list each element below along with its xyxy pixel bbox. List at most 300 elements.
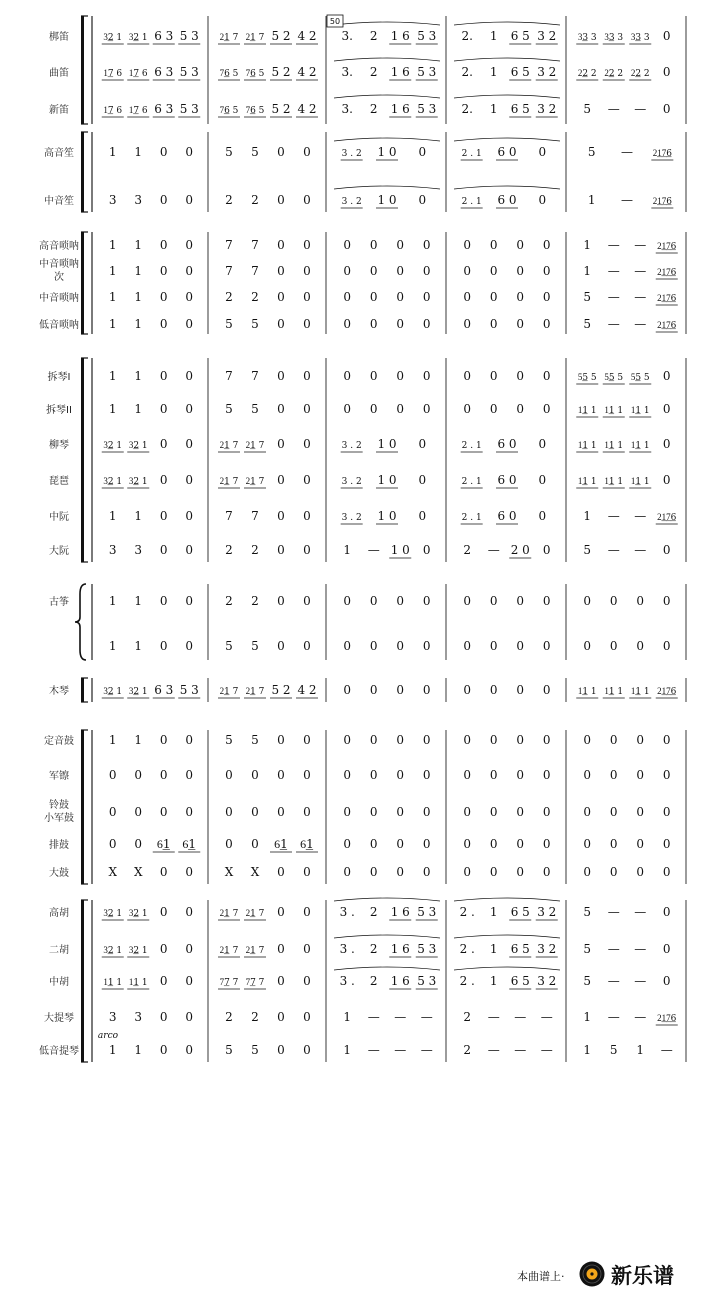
note-beat: 0 bbox=[185, 865, 194, 879]
note-beat: 5 bbox=[225, 639, 233, 653]
sustain-dash: — bbox=[660, 1043, 673, 1057]
note-beat: 3 bbox=[108, 193, 117, 207]
note-beat: 4 2 bbox=[297, 29, 317, 43]
note-beat: 0 bbox=[303, 865, 311, 879]
slur bbox=[334, 935, 440, 938]
footer-brand[interactable]: 新乐谱 bbox=[611, 1264, 674, 1288]
note-beat: 0 bbox=[662, 768, 671, 782]
note-beat: 3͟2 1 bbox=[128, 909, 148, 919]
note-beat: 0 bbox=[225, 805, 233, 819]
sustain-dash: — bbox=[607, 974, 620, 988]
note-beat: 1͟1 1 bbox=[604, 687, 624, 697]
note-beat: 1 bbox=[108, 317, 117, 331]
note-beat: 0 bbox=[185, 974, 194, 988]
note-beat: 0 bbox=[463, 805, 472, 819]
note-beat: X bbox=[108, 865, 118, 879]
note-beat: 0 bbox=[159, 437, 168, 451]
note-beat: 0 bbox=[489, 733, 498, 747]
note-beat: 0 bbox=[277, 768, 285, 782]
sustain-dash: — bbox=[634, 543, 647, 557]
note-beat: 0 bbox=[343, 238, 352, 252]
sustain-dash: — bbox=[420, 1043, 433, 1057]
note-beat: 0 bbox=[396, 369, 405, 383]
note-beat: 0 bbox=[489, 402, 498, 416]
note-beat: 0 bbox=[303, 1043, 311, 1057]
note-beat: 0 bbox=[343, 317, 352, 331]
note-beat: 0 bbox=[463, 238, 472, 252]
note-beat: 1 bbox=[108, 639, 117, 653]
note-beat: 0 bbox=[422, 543, 431, 557]
note-beat: 0 bbox=[396, 594, 405, 608]
note-beat: 6͟1 bbox=[274, 837, 288, 851]
note-beat: 0 bbox=[609, 805, 618, 819]
sustain-dash: — bbox=[634, 509, 647, 523]
vinyl-record-icon[interactable] bbox=[579, 1261, 605, 1287]
note-beat: 2 . 1 bbox=[461, 513, 482, 523]
sustain-dash: — bbox=[607, 317, 620, 331]
note-beat: 0 bbox=[662, 974, 671, 988]
note-beat: 0 bbox=[609, 639, 618, 653]
note-beat: 0 bbox=[422, 639, 431, 653]
note-beat: 2 bbox=[463, 1010, 472, 1024]
note-beat: 5 3 bbox=[417, 102, 437, 116]
note-beat: 3͟2 1 bbox=[103, 909, 123, 919]
instrument-label: 军镲 bbox=[49, 771, 69, 782]
note-beat: 5 bbox=[225, 145, 233, 159]
note-beat: 0 bbox=[277, 1010, 285, 1024]
note-beat: 5 bbox=[587, 145, 596, 159]
note-beat: 5 bbox=[225, 733, 233, 747]
instrument-row bbox=[46, 402, 671, 417]
instrument-label: 定音鼓 bbox=[44, 736, 74, 747]
note-beat: 0 bbox=[185, 543, 194, 557]
note-beat: 2 bbox=[225, 193, 233, 207]
note-beat: 1 0 bbox=[377, 437, 397, 451]
note-beat: 1͟1 1 bbox=[577, 477, 597, 487]
note-beat: 2 0 bbox=[510, 543, 530, 557]
note-beat: 1 6 bbox=[390, 905, 410, 919]
note-beat: 0 bbox=[303, 264, 311, 278]
note-beat: 7 bbox=[251, 264, 259, 278]
instrument-group-sheng bbox=[44, 132, 686, 212]
note-beat: 0 bbox=[277, 437, 285, 451]
note-beat: 0 bbox=[422, 290, 431, 304]
sustain-dash: — bbox=[540, 1043, 553, 1057]
note-beat: 3 bbox=[108, 1010, 117, 1024]
note-beat: 0 bbox=[185, 264, 194, 278]
note-beat: 6͟1 bbox=[156, 837, 171, 851]
note-beat: 0 bbox=[303, 317, 311, 331]
instrument-label: 低音提琴 bbox=[39, 1046, 79, 1057]
note-beat: 2͟1͟7͟6 bbox=[657, 268, 677, 278]
note-beat: 5 bbox=[583, 942, 592, 956]
note-beat: 5 bbox=[251, 145, 259, 159]
slur bbox=[454, 138, 560, 141]
note-beat: 0 bbox=[489, 594, 498, 608]
note-beat: 0 bbox=[343, 683, 352, 697]
note-beat: 0 bbox=[542, 768, 551, 782]
note-beat: 0 bbox=[583, 639, 592, 653]
note-beat: 2 bbox=[225, 1010, 233, 1024]
note-beat: 0 bbox=[396, 639, 405, 653]
note-beat: 6 5 bbox=[510, 942, 530, 956]
sustain-dash: — bbox=[634, 1010, 647, 1024]
note-beat: 3 . 2 bbox=[341, 149, 362, 159]
note-beat: 2 bbox=[369, 905, 378, 919]
note-beat: 1͟1 1 bbox=[630, 406, 650, 416]
note-beat: 2 . 1 bbox=[461, 477, 482, 487]
note-beat: 5 3 bbox=[179, 65, 199, 79]
note-beat: 2. bbox=[461, 65, 473, 79]
note-beat: 1 bbox=[489, 974, 498, 988]
note-beat: 1͟1 1 bbox=[604, 477, 624, 487]
note-beat: 0 bbox=[369, 805, 378, 819]
note-beat: 2 bbox=[251, 290, 259, 304]
note-beat: 0 bbox=[422, 238, 431, 252]
note-beat: 1͟1 1 bbox=[630, 441, 650, 451]
note-beat: 0 bbox=[542, 238, 551, 252]
note-beat: 0 bbox=[516, 837, 525, 851]
note-beat: 0 bbox=[185, 317, 194, 331]
arco-marking: arco bbox=[97, 1031, 119, 1041]
note-beat: 0 bbox=[662, 942, 671, 956]
sustain-dash: — bbox=[394, 1043, 407, 1057]
note-beat: 0 bbox=[185, 733, 194, 747]
note-beat: 0 bbox=[277, 805, 285, 819]
note-beat: 0 bbox=[489, 264, 498, 278]
note-beat: 3 2 bbox=[537, 29, 557, 43]
note-beat: 0 bbox=[303, 473, 311, 487]
note-beat: 3͟3 3 bbox=[577, 33, 597, 43]
note-beat: 5 bbox=[583, 974, 592, 988]
instrument-row bbox=[49, 967, 671, 989]
note-beat: 0 bbox=[369, 837, 378, 851]
note-beat: 0 bbox=[396, 805, 405, 819]
note-beat: 2͟1 7 bbox=[219, 946, 239, 956]
sustain-dash: — bbox=[607, 102, 620, 116]
note-beat: 0 bbox=[108, 805, 117, 819]
note-beat: 0 bbox=[159, 543, 168, 557]
instrument-row bbox=[39, 1043, 673, 1057]
note-beat: 0 bbox=[542, 369, 551, 383]
note-beat: 0 bbox=[185, 639, 194, 653]
note-beat: 2͟1͟7͟6 bbox=[657, 1014, 677, 1024]
note-beat: 2 . bbox=[459, 942, 475, 956]
note-beat: 7 bbox=[225, 509, 233, 523]
note-beat: 1 bbox=[489, 29, 498, 43]
note-beat: 0 bbox=[303, 594, 311, 608]
note-beat: 2͟1 7 bbox=[219, 687, 239, 697]
note-beat: 0 bbox=[463, 639, 472, 653]
note-beat: 0 bbox=[396, 733, 405, 747]
note-beat: 0 bbox=[343, 264, 352, 278]
sustain-dash: — bbox=[487, 1043, 500, 1057]
note-beat: 1 bbox=[489, 102, 498, 116]
instrument-row bbox=[49, 898, 671, 920]
note-beat: 2͟1͟7͟6 bbox=[657, 513, 677, 523]
note-beat: 0 bbox=[463, 369, 472, 383]
instrument-row bbox=[49, 22, 671, 44]
note-beat: 0 bbox=[159, 905, 168, 919]
instrument-group-muqin bbox=[49, 678, 686, 702]
note-beat: 0 bbox=[134, 768, 143, 782]
note-beat: 0 bbox=[159, 974, 168, 988]
note-beat: 1͟1 1 bbox=[630, 477, 650, 487]
note-beat: 0 bbox=[542, 264, 551, 278]
note-beat: 0 bbox=[636, 805, 645, 819]
instrument-label-line2: 小军鼓 bbox=[44, 813, 74, 824]
group-bracket bbox=[81, 232, 84, 334]
instrument-group-percussion bbox=[44, 730, 686, 884]
slur bbox=[454, 898, 560, 901]
instrument-label: 新笛 bbox=[49, 105, 69, 116]
note-beat: 0 bbox=[277, 290, 285, 304]
note-beat: 0 bbox=[489, 683, 498, 697]
sustain-dash: — bbox=[540, 1010, 553, 1024]
note-beat: 0 bbox=[303, 974, 311, 988]
note-beat: 0 bbox=[134, 805, 143, 819]
note-beat: 0 bbox=[277, 238, 285, 252]
instrument-label: 曲笛 bbox=[49, 68, 69, 79]
note-beat: 0 bbox=[583, 837, 592, 851]
note-beat: 0 bbox=[225, 837, 233, 851]
note-beat: 0 bbox=[662, 543, 671, 557]
note-beat: 0 bbox=[277, 473, 285, 487]
note-beat: 1 bbox=[489, 942, 498, 956]
note-beat: 0 bbox=[159, 805, 168, 819]
sustain-dash: — bbox=[487, 543, 500, 557]
note-beat: 5 2 bbox=[271, 65, 291, 79]
note-beat: 3 2 bbox=[537, 102, 557, 116]
note-beat: 0 bbox=[277, 317, 285, 331]
note-beat: 0 bbox=[277, 733, 285, 747]
note-beat: X bbox=[224, 865, 234, 879]
note-beat: 0 bbox=[343, 768, 352, 782]
instrument-group-suona bbox=[39, 232, 686, 334]
note-beat: 0 bbox=[463, 594, 472, 608]
note-beat: 0 bbox=[108, 837, 117, 851]
note-beat: 6 5 bbox=[510, 65, 530, 79]
note-beat: 0 bbox=[277, 865, 285, 879]
note-beat: 0 bbox=[463, 837, 472, 851]
instrument-label: 大阮 bbox=[49, 546, 69, 557]
note-beat: 1 bbox=[134, 509, 143, 523]
note-beat: 6 0 bbox=[497, 509, 517, 523]
instrument-label: 拆琴I bbox=[47, 372, 71, 383]
note-beat: 1 bbox=[108, 145, 117, 159]
note-beat: 0 bbox=[303, 290, 311, 304]
note-beat: 1 0 bbox=[377, 473, 397, 487]
note-beat: 2͟1͟7͟6 bbox=[657, 294, 677, 304]
note-beat: 7͟6 5 bbox=[219, 106, 239, 116]
note-beat: 0 bbox=[489, 768, 498, 782]
instrument-label: 排鼓 bbox=[49, 840, 69, 851]
note-beat: 0 bbox=[662, 102, 671, 116]
note-beat: 2͟1͟7͟6 bbox=[652, 197, 672, 207]
note-beat: 1 bbox=[134, 402, 143, 416]
note-beat: 1 bbox=[134, 290, 143, 304]
note-beat: 0 bbox=[343, 594, 352, 608]
note-beat: 0 bbox=[369, 290, 378, 304]
sustain-dash: — bbox=[607, 264, 620, 278]
note-beat: 1 6 bbox=[390, 942, 410, 956]
instrument-row bbox=[49, 95, 671, 117]
note-beat: 0 bbox=[303, 145, 311, 159]
note-beat: 5 bbox=[225, 402, 233, 416]
note-beat: 2 bbox=[369, 29, 378, 43]
note-beat: 0 bbox=[516, 264, 525, 278]
note-beat: 0 bbox=[369, 733, 378, 747]
note-beat: 2͟2 2 bbox=[604, 69, 624, 79]
note-beat: 3 . bbox=[339, 974, 355, 988]
note-beat: 5͟5 5 bbox=[604, 373, 624, 383]
note-beat: 6 0 bbox=[497, 473, 517, 487]
rehearsal-mark bbox=[327, 15, 343, 27]
note-beat: 0 bbox=[369, 683, 378, 697]
note-beat: 0 bbox=[277, 942, 285, 956]
note-beat: 1 0 bbox=[377, 193, 397, 207]
note-beat: 1 bbox=[134, 264, 143, 278]
note-beat: 3 2 bbox=[537, 974, 557, 988]
note-beat: 2͟1 7 bbox=[219, 441, 239, 451]
note-beat: 6 3 bbox=[154, 683, 174, 697]
note-beat: 5 bbox=[251, 317, 259, 331]
note-beat: 1 bbox=[489, 65, 498, 79]
note-beat: 6 5 bbox=[510, 974, 530, 988]
note-beat: 0 bbox=[662, 865, 671, 879]
note-beat: 0 bbox=[463, 768, 472, 782]
note-beat: 0 bbox=[489, 865, 498, 879]
group-bracket bbox=[81, 678, 84, 702]
note-beat: 2͟1 7 bbox=[245, 441, 265, 451]
note-beat: 5 bbox=[583, 905, 592, 919]
note-beat: 0 bbox=[662, 805, 671, 819]
note-beat: 0 bbox=[159, 238, 168, 252]
note-beat: 5 3 bbox=[417, 29, 437, 43]
note-beat: 7͟7 7 bbox=[219, 978, 239, 988]
note-beat: 7 bbox=[225, 369, 233, 383]
instrument-group-winds bbox=[49, 16, 686, 124]
sustain-dash: — bbox=[634, 102, 647, 116]
note-beat: 1 0 bbox=[377, 145, 397, 159]
note-beat: 0 bbox=[516, 317, 525, 331]
group-bracket bbox=[81, 900, 84, 1062]
note-beat: 0 bbox=[185, 1010, 194, 1024]
note-beat: 0 bbox=[463, 865, 472, 879]
instrument-label: 木琴 bbox=[49, 686, 69, 697]
note-beat: 0 bbox=[396, 402, 405, 416]
note-beat: 1 bbox=[108, 509, 117, 523]
note-beat: 0 bbox=[542, 543, 551, 557]
note-beat: 1 6 bbox=[390, 974, 410, 988]
note-beat: 0 bbox=[159, 1043, 168, 1057]
sustain-dash: — bbox=[634, 317, 647, 331]
note-beat: 0 bbox=[422, 264, 431, 278]
note-beat: 0 bbox=[662, 369, 671, 383]
instrument-row bbox=[109, 639, 671, 653]
sustain-dash: — bbox=[607, 290, 620, 304]
note-beat: 0 bbox=[277, 594, 285, 608]
instrument-label: 梆笛 bbox=[49, 32, 69, 43]
note-beat: 7͟6 5 bbox=[245, 69, 265, 79]
instrument-row bbox=[49, 837, 671, 852]
note-beat: 0 bbox=[489, 805, 498, 819]
note-beat: 0 bbox=[277, 145, 285, 159]
note-beat: 0 bbox=[538, 437, 547, 451]
slur bbox=[334, 186, 440, 189]
note-beat: 0 bbox=[185, 473, 194, 487]
note-beat: 1͟7 6 bbox=[128, 69, 148, 79]
note-beat: 1 6 bbox=[390, 102, 410, 116]
note-beat: 0 bbox=[542, 290, 551, 304]
note-beat: 0 bbox=[134, 837, 143, 851]
note-beat: 0 bbox=[516, 594, 525, 608]
note-beat: 0 bbox=[185, 193, 194, 207]
note-beat: 1 bbox=[134, 594, 143, 608]
note-beat: 0 bbox=[303, 905, 311, 919]
note-beat: 1 6 bbox=[390, 65, 410, 79]
note-beat: 4 2 bbox=[297, 683, 317, 697]
note-beat: 0 bbox=[303, 543, 311, 557]
note-beat: 0 bbox=[343, 837, 352, 851]
instrument-row bbox=[49, 683, 678, 698]
note-beat: 0 bbox=[662, 733, 671, 747]
sustain-dash: — bbox=[367, 1010, 380, 1024]
sustain-dash: — bbox=[634, 905, 647, 919]
note-beat: 2 bbox=[369, 974, 378, 988]
note-beat: 0 bbox=[418, 473, 427, 487]
note-beat: 1͟1 1 bbox=[577, 687, 597, 697]
note-beat: 0 bbox=[636, 768, 645, 782]
note-beat: 0 bbox=[396, 317, 405, 331]
note-beat: 3͟2 1 bbox=[128, 477, 148, 487]
note-beat: 0 bbox=[343, 805, 352, 819]
note-beat: 0 bbox=[636, 639, 645, 653]
note-beat: 0 bbox=[251, 805, 259, 819]
note-beat: 0 bbox=[277, 264, 285, 278]
note-beat: 1 bbox=[583, 509, 592, 523]
note-beat: 5͟5 5 bbox=[630, 373, 650, 383]
note-beat: 0 bbox=[303, 942, 311, 956]
note-beat: 2 bbox=[225, 290, 233, 304]
note-beat: 0 bbox=[489, 369, 498, 383]
note-beat: 5 bbox=[251, 733, 259, 747]
note-beat: 3 . 2 bbox=[341, 441, 362, 451]
note-beat: 5 bbox=[583, 290, 592, 304]
note-beat: 0 bbox=[159, 290, 168, 304]
note-beat: 0 bbox=[277, 905, 285, 919]
slur bbox=[454, 22, 560, 25]
note-beat: 1 bbox=[583, 1010, 592, 1024]
note-beat: 2 bbox=[225, 594, 233, 608]
note-beat: 2 . 1 bbox=[461, 149, 482, 159]
sustain-dash: — bbox=[634, 942, 647, 956]
note-beat: 2 bbox=[251, 594, 259, 608]
note-beat: 0 bbox=[542, 865, 551, 879]
note-beat: 0 bbox=[463, 683, 472, 697]
note-beat: 0 bbox=[516, 805, 525, 819]
note-beat: 0 bbox=[583, 594, 592, 608]
note-beat: 0 bbox=[159, 1010, 168, 1024]
note-beat: 2͟1 7 bbox=[245, 33, 265, 43]
note-beat: 0 bbox=[185, 805, 194, 819]
note-beat: 0 bbox=[422, 865, 431, 879]
note-beat: 1͟7 6 bbox=[128, 106, 148, 116]
instrument-row bbox=[49, 437, 671, 452]
note-beat: 2. bbox=[461, 102, 473, 116]
note-beat: 1 bbox=[343, 543, 352, 557]
note-beat: 2͟1͟7͟6 bbox=[657, 242, 677, 252]
